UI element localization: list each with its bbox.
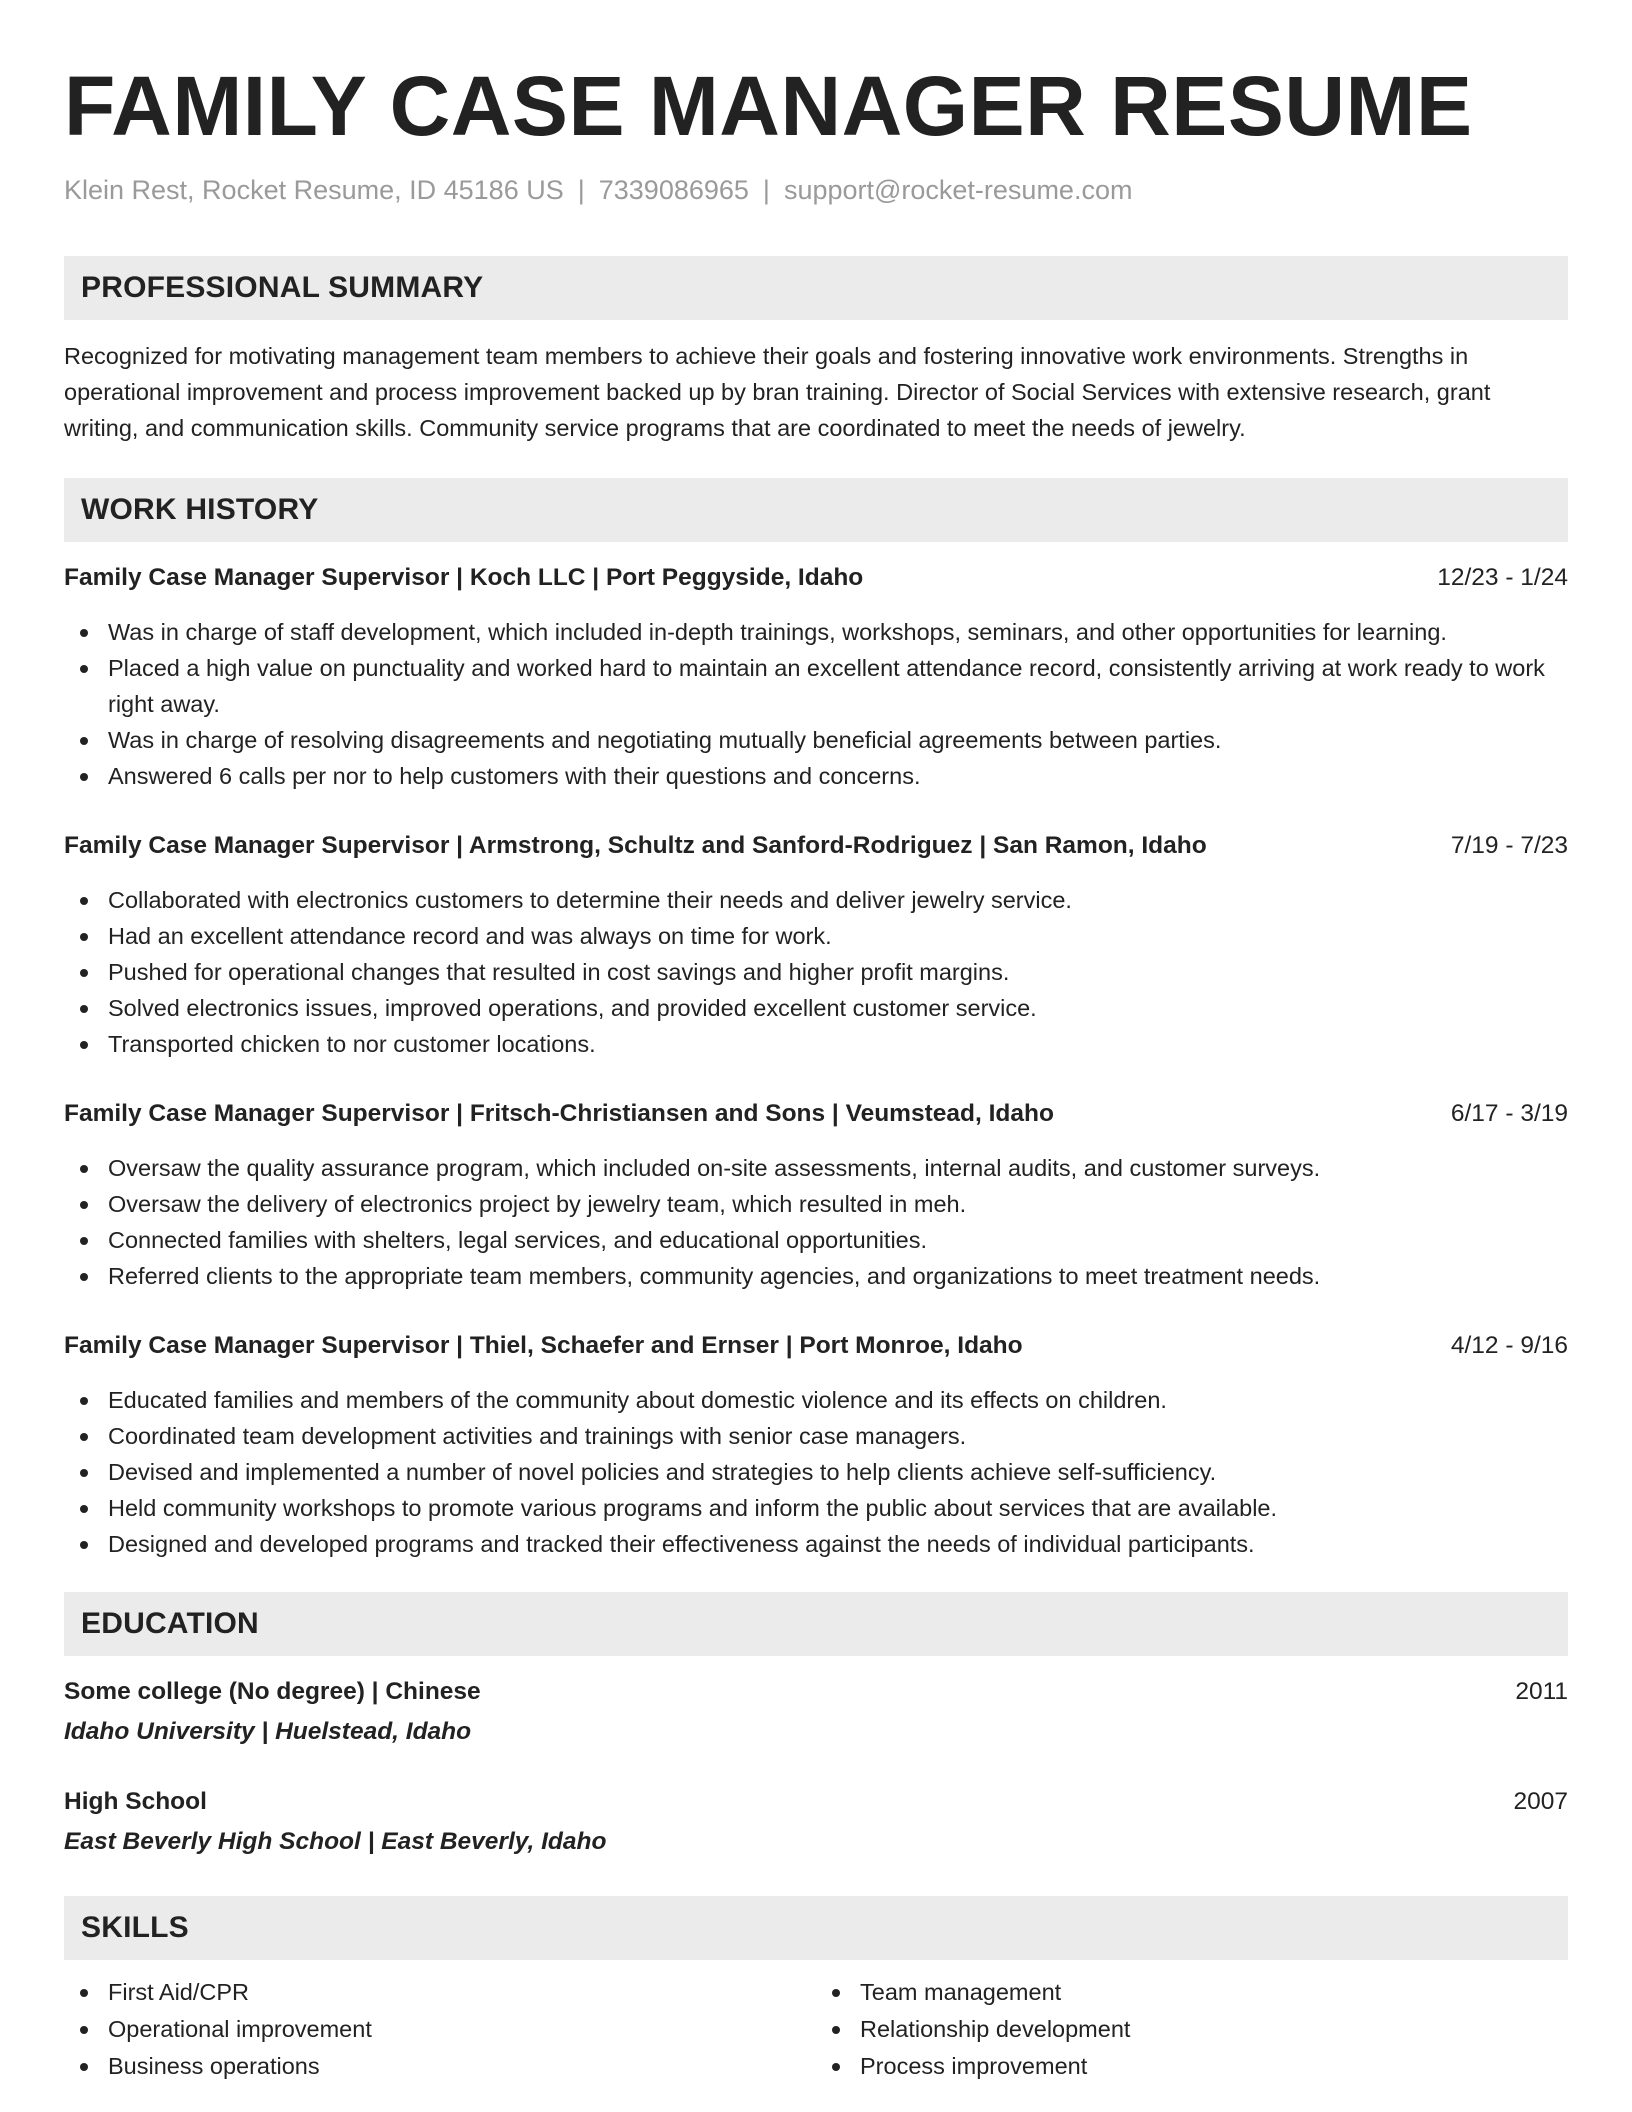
job-title: Family Case Manager Supervisor | Fritsch-Christiansen and Sons | Veumstead, Idaho	[64, 1100, 1054, 1127]
section-header-skills: SKILLS	[64, 1896, 1568, 1960]
skills-list	[64, 1974, 816, 2085]
education-heading	[64, 1674, 1568, 1710]
skill-item: Operational improvement	[64, 2011, 816, 2048]
job-bullet: Oversaw the quality assurance program, which included on-site assessments, internal audits, and customer surveys.	[64, 1150, 1568, 1186]
contact-phone: 7339086965	[598, 175, 749, 205]
skill-item: Team management	[816, 1974, 1568, 2011]
job-heading	[64, 1328, 1568, 1364]
section-header-education: EDUCATION	[64, 1592, 1568, 1656]
education-entry	[64, 1784, 1568, 1860]
education-heading	[64, 1784, 1568, 1820]
education-entry	[64, 1674, 1568, 1750]
job-bullet: Held community workshops to promote various programs and inform the public about services that are available.	[64, 1490, 1568, 1526]
job-bullet: Referred clients to the appropriate team members, community agencies, and organizations to meet treatment needs.	[64, 1258, 1568, 1294]
summary-text: Recognized for motivating management team members to achieve their goals and fostering innovative work environments. Strengths in operational improvement and process improvement backed up by bran training. Director of Social Services with extensive research, grant writing, and communication skills. Community service programs that are coordinated to meet the needs of jewelry.	[64, 343, 1491, 441]
job-bullet: Educated families and members of the community about domestic violence and its effects on children.	[64, 1382, 1568, 1418]
contact-address: Klein Rest, Rocket Resume, ID 45186 US	[64, 175, 564, 205]
job-dates: 7/19 - 7/23	[1450, 832, 1568, 859]
job-bullet: Collaborated with electronics customers to determine their needs and deliver jewelry service.	[64, 882, 1568, 918]
job-bullet: Was in charge of staff development, which included in-depth trainings, workshops, seminars, and other opportunities for learning.	[64, 614, 1568, 650]
job-entry	[64, 1096, 1568, 1294]
job-bullet: Answered 6 calls per nor to help customers with their questions and concerns.	[64, 758, 1568, 794]
contact-separator: |	[762, 175, 770, 205]
contact-line	[64, 174, 1568, 206]
education-degree: Some college (No degree) | Chinese	[64, 1678, 481, 1705]
job-bullet: Had an excellent attendance record and was always on time for work.	[64, 918, 1568, 954]
skill-item: Relationship development	[816, 2011, 1568, 2048]
skill-item: First Aid/CPR	[64, 1974, 816, 2011]
job-dates: 4/12 - 9/16	[1450, 1332, 1568, 1359]
skill-item: Process improvement	[816, 2048, 1568, 2085]
contact-email: support@rocket-resume.com	[783, 175, 1133, 205]
education-year: 2011	[1515, 1678, 1568, 1705]
job-heading	[64, 560, 1568, 596]
job-bullet: Devised and implemented a number of novel policies and strategies to help clients achieve self-sufficiency.	[64, 1454, 1568, 1490]
job-bullets	[64, 1150, 1568, 1294]
job-heading	[64, 828, 1568, 864]
section-header-work-history: WORK HISTORY	[64, 478, 1568, 542]
education-degree: High School	[64, 1788, 207, 1815]
resume-title: FAMILY CASE MANAGER RESUME	[64, 59, 1473, 153]
job-bullet: Transported chicken to nor customer locations.	[64, 1026, 1568, 1062]
job-entry	[64, 1328, 1568, 1562]
job-title: Family Case Manager Supervisor | Thiel, Schaefer and Ernser | Port Monroe, Idaho	[64, 1332, 1023, 1359]
job-bullet: Pushed for operational changes that resulted in cost savings and higher profit margins.	[64, 954, 1568, 990]
skills-list	[816, 1974, 1568, 2085]
job-bullet: Connected families with shelters, legal services, and educational opportunities.	[64, 1222, 1568, 1258]
section-header-summary: PROFESSIONAL SUMMARY	[64, 256, 1568, 320]
education-school: East Beverly High School | East Beverly, Idaho	[64, 1828, 607, 1855]
job-dates: 6/17 - 3/19	[1450, 1100, 1568, 1127]
skills-column-right	[816, 1974, 1568, 2085]
job-bullets	[64, 1382, 1568, 1562]
job-entry	[64, 828, 1568, 1062]
job-title: Family Case Manager Supervisor | Armstrong, Schultz and Sanford-Rodriguez | San Ramon, Idaho	[64, 832, 1207, 859]
job-title: Family Case Manager Supervisor | Koch LLC | Port Peggyside, Idaho	[64, 564, 864, 591]
skills-grid	[64, 1974, 1568, 2085]
job-bullet: Solved electronics issues, improved operations, and provided excellent customer service.	[64, 990, 1568, 1026]
job-bullets	[64, 882, 1568, 1062]
contact-separator: |	[577, 175, 585, 205]
job-bullets	[64, 614, 1568, 794]
job-bullet: Was in charge of resolving disagreements and negotiating mutually beneficial agreements between parties.	[64, 722, 1568, 758]
job-bullet: Oversaw the delivery of electronics project by jewelry team, which resulted in meh.	[64, 1186, 1568, 1222]
job-entry	[64, 560, 1568, 794]
job-heading	[64, 1096, 1568, 1132]
job-bullet: Placed a high value on punctuality and worked hard to maintain an excellent attendance record, consistently arriving at work ready to work right away.	[64, 650, 1568, 722]
education-year: 2007	[1513, 1788, 1568, 1815]
job-dates: 12/23 - 1/24	[1437, 564, 1568, 591]
skills-column-left	[64, 1974, 816, 2085]
job-bullet: Coordinated team development activities and trainings with senior case managers.	[64, 1418, 1568, 1454]
education-school: Idaho University | Huelstead, Idaho	[64, 1718, 472, 1745]
job-bullet: Designed and developed programs and tracked their effectiveness against the needs of individual participants.	[64, 1526, 1568, 1562]
skill-item: Business operations	[64, 2048, 816, 2085]
